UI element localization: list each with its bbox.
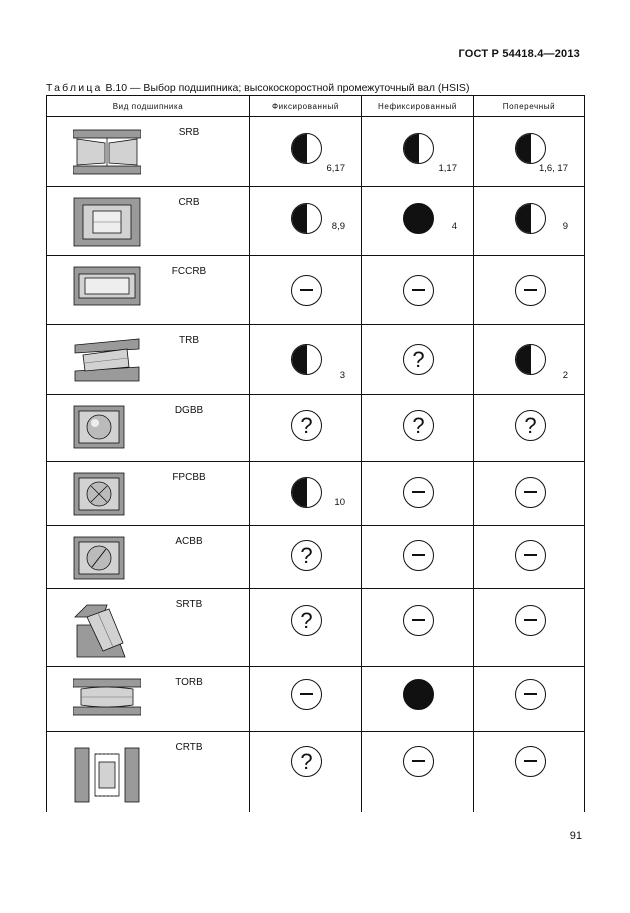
dash-circle-icon [403, 275, 434, 306]
rating-cell-fixed [250, 256, 362, 325]
rating-cell-transverse [474, 667, 585, 732]
dash-circle-icon [515, 275, 546, 306]
half-filled-circle-icon [291, 203, 322, 234]
reference-note: 6,17 [326, 163, 345, 174]
table-header-row [47, 96, 585, 117]
bearing-type-cell [47, 589, 250, 667]
rating-cell-transverse [474, 732, 585, 813]
bearing-type-cell [47, 325, 250, 395]
table-caption [46, 82, 469, 94]
bearing-code: SRB [178, 127, 200, 138]
rating-cell-transverse [474, 395, 585, 462]
dash-circle-icon [403, 540, 434, 571]
table-row [47, 732, 585, 813]
rating-cell-floating [362, 732, 474, 813]
cylindrical-roller-bearing-icon [73, 197, 141, 247]
rating-cell-fixed [250, 589, 362, 667]
half-filled-circle-icon [291, 133, 322, 164]
dash-circle-icon [515, 477, 546, 508]
rating-cell-floating [362, 395, 474, 462]
dash-circle-icon [515, 746, 546, 777]
table-row [47, 117, 585, 187]
rating-cell-transverse [474, 117, 585, 187]
cylindrical-roller-thrust-bearing-icon [73, 742, 141, 808]
bearing-code: SRTB [175, 599, 203, 610]
half-filled-circle-icon [515, 344, 546, 375]
column-header-bearing-type: Вид подшипника [47, 96, 250, 117]
table-row [47, 395, 585, 462]
bearing-code: TORB [175, 677, 203, 688]
table-row [47, 589, 585, 667]
bearing-type-cell [47, 732, 250, 813]
page-number: 91 [569, 830, 582, 842]
table-caption-text: В.10 — Выбор подшипника; высокоскоростной промежуточный вал (HSIS) [105, 82, 470, 94]
rating-cell-floating [362, 667, 474, 732]
dash-circle-icon [515, 540, 546, 571]
bearing-type-cell [47, 187, 250, 256]
bearing-type-cell [47, 395, 250, 462]
rating-cell-transverse [474, 187, 585, 256]
bearing-code: CRB [178, 197, 200, 208]
rating-cell-floating [362, 462, 474, 526]
spherical-roller-bearing-icon [73, 127, 141, 177]
rating-cell-fixed [250, 462, 362, 526]
half-filled-circle-icon [515, 203, 546, 234]
table-row [47, 256, 585, 325]
question-circle-icon: ? [291, 540, 322, 571]
column-header-fixed: Фиксированный [250, 96, 362, 117]
table-row [47, 667, 585, 732]
reference-note: 10 [334, 497, 345, 508]
bearing-type-cell [47, 256, 250, 325]
rating-cell-floating [362, 589, 474, 667]
dash-circle-icon [403, 746, 434, 777]
rating-cell-transverse [474, 526, 585, 589]
reference-note: 9 [562, 221, 568, 232]
rating-cell-fixed [250, 526, 362, 589]
dash-circle-icon [291, 679, 322, 710]
question-circle-icon: ? [291, 746, 322, 777]
tapered-roller-bearing-icon [73, 335, 141, 385]
half-filled-circle-icon [291, 344, 322, 375]
bearing-type-cell [47, 667, 250, 732]
bearing-selection-table [46, 95, 585, 812]
dash-circle-icon [515, 605, 546, 636]
standard-code: ГОСТ Р 54418.4—2013 [458, 48, 580, 60]
table-row [47, 462, 585, 526]
reference-note: 3 [339, 370, 345, 381]
half-filled-circle-icon [291, 477, 322, 508]
bearing-type-cell [47, 462, 250, 526]
reference-note: 1,6, 17 [538, 163, 568, 174]
reference-note: 4 [451, 221, 457, 232]
bearing-code: FCCRB [171, 266, 207, 277]
dash-circle-icon [291, 275, 322, 306]
rating-cell-transverse [474, 256, 585, 325]
filled-circle-icon [403, 679, 434, 710]
half-filled-circle-icon [515, 133, 546, 164]
question-circle-icon: ? [291, 410, 322, 441]
full-complement-cylindrical-roller-bearing-icon [73, 266, 141, 306]
rating-cell-floating [362, 187, 474, 256]
rating-cell-fixed [250, 732, 362, 813]
bearing-code: DGBB [174, 405, 204, 416]
column-header-floating: Нефиксированный [362, 96, 474, 117]
rating-cell-floating [362, 256, 474, 325]
rating-cell-fixed [250, 395, 362, 462]
bearing-type-cell [47, 526, 250, 589]
question-circle-icon: ? [403, 410, 434, 441]
reference-note: 1,17 [438, 163, 457, 174]
rating-cell-floating [362, 117, 474, 187]
table-row [47, 187, 585, 256]
dash-circle-icon [403, 605, 434, 636]
rating-cell-fixed [250, 325, 362, 395]
table-row [47, 526, 585, 589]
filled-circle-icon [403, 203, 434, 234]
reference-note: 8,9 [331, 221, 345, 232]
spherical-roller-thrust-bearing-icon [73, 599, 141, 663]
dash-circle-icon [515, 679, 546, 710]
deep-groove-ball-bearing-icon [73, 405, 141, 449]
angular-contact-ball-bearing-icon [73, 536, 141, 580]
toroidal-roller-bearing-icon [73, 677, 141, 717]
rating-cell-floating [362, 325, 474, 395]
rating-cell-transverse [474, 589, 585, 667]
rating-cell-floating [362, 526, 474, 589]
bearing-code: FPCBB [172, 472, 206, 483]
rating-cell-fixed [250, 187, 362, 256]
rating-cell-fixed [250, 667, 362, 732]
bearing-type-cell [47, 117, 250, 187]
rating-cell-fixed [250, 117, 362, 187]
four-point-contact-ball-bearing-icon [73, 472, 141, 516]
reference-note: 2 [562, 370, 568, 381]
question-circle-icon: ? [291, 605, 322, 636]
table-caption-prefix: Таблица [46, 82, 103, 94]
rating-cell-transverse [474, 462, 585, 526]
table-row [47, 325, 585, 395]
bearing-code: CRTB [175, 742, 203, 753]
bearing-code: ACBB [175, 536, 203, 547]
half-filled-circle-icon [403, 133, 434, 164]
column-header-transverse: Поперечный [474, 96, 585, 117]
question-circle-icon: ? [515, 410, 546, 441]
bearing-code: TRB [179, 335, 199, 346]
rating-cell-transverse [474, 325, 585, 395]
dash-circle-icon [403, 477, 434, 508]
question-circle-icon: ? [403, 344, 434, 375]
